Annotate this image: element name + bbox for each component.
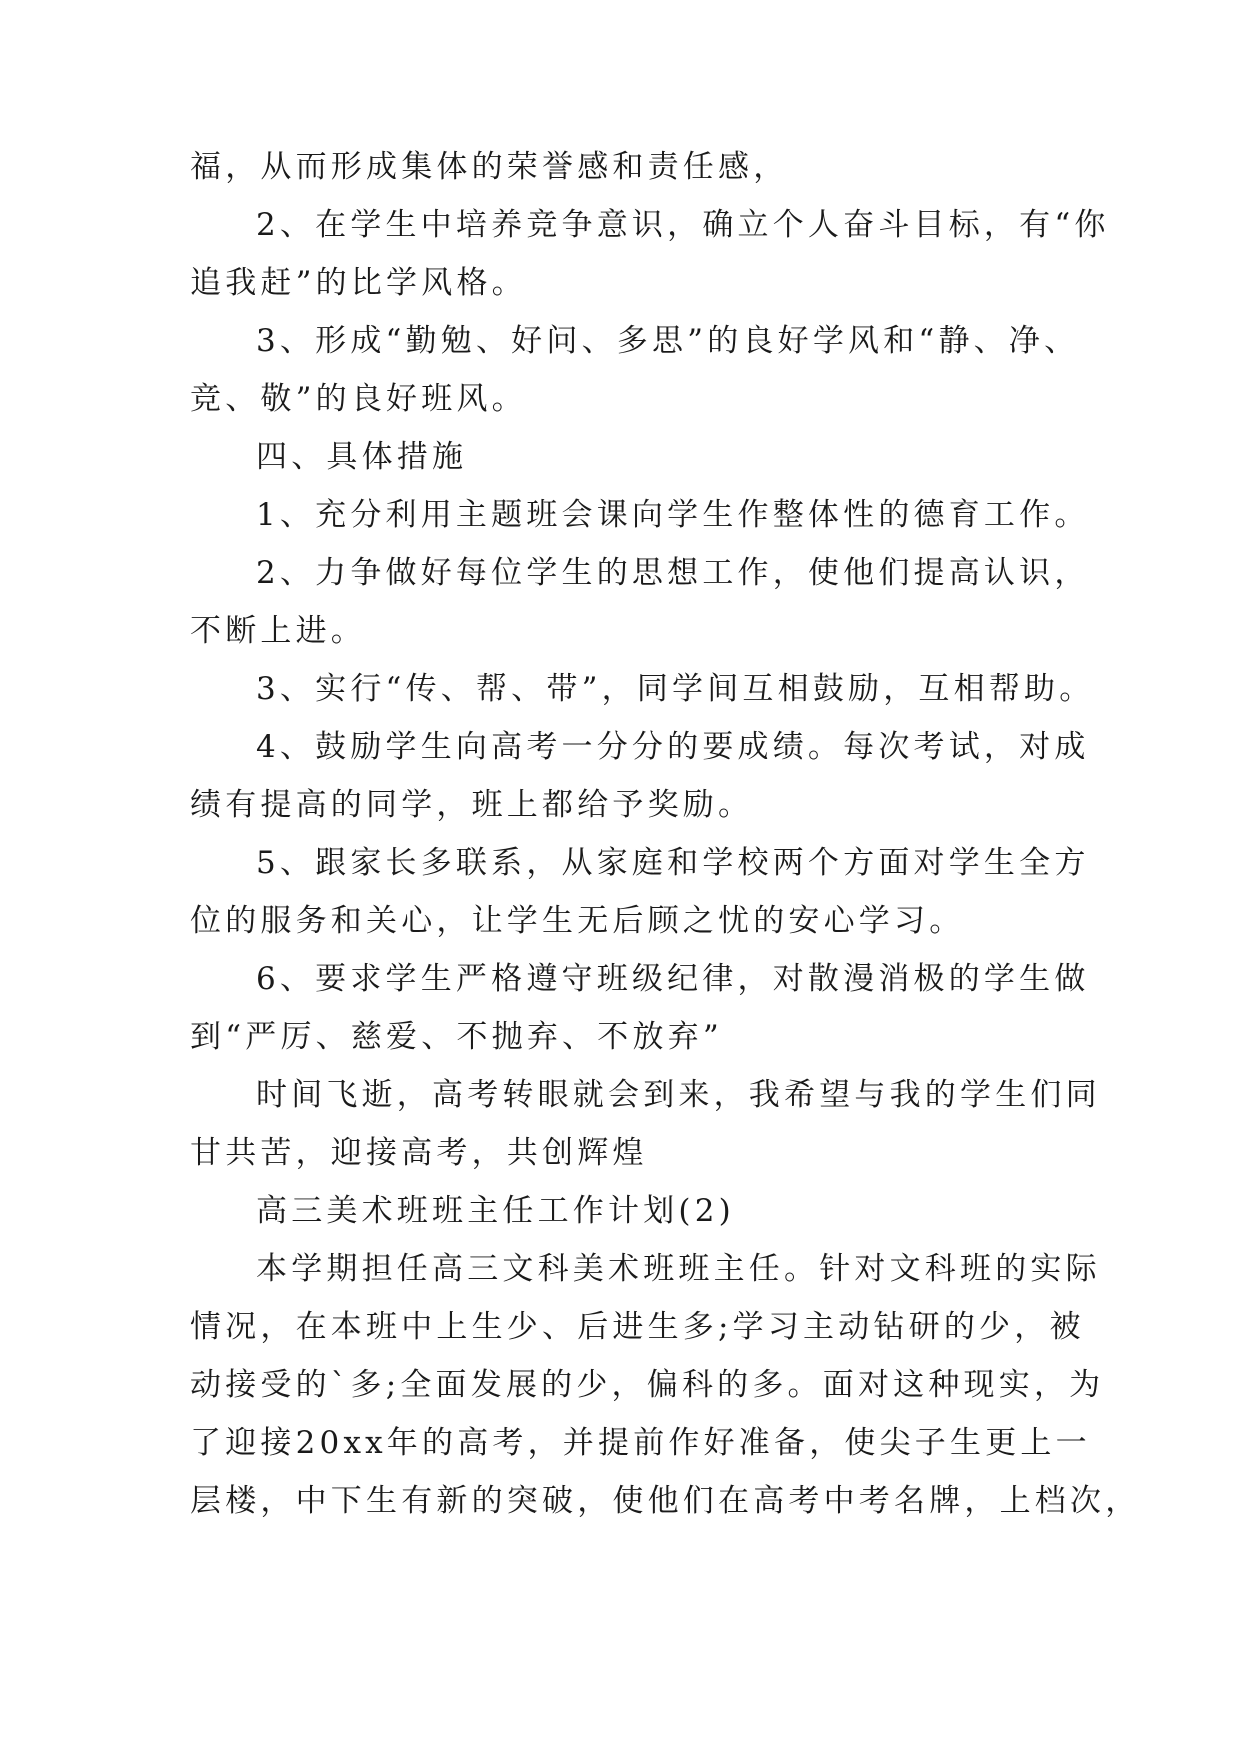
text-line: 情况，在本班中上生少、后进生多;学习主动钻研的少，被 [190, 1309, 1085, 1345]
text-line: 2、在学生中培养竞争意识，确立个人奋斗目标，有“你 [256, 207, 1110, 243]
section-heading: 四、具体措施 [256, 439, 468, 475]
text-line: 1、充分利用主题班会课向学生作整体性的德育工作。 [256, 497, 1090, 533]
text-line: 位的服务和关心，让学生无后顾之忧的安心学习。 [190, 903, 965, 939]
text-line: 动接受的`多;全面发展的少，偏科的多。面对这种现实，为 [190, 1367, 1105, 1403]
text-line: 竞、敬”的良好班风。 [190, 381, 527, 417]
text-line: 6、要求学生严格遵守班级纪律，对散漫消极的学生做 [256, 961, 1090, 997]
text-line: 到“严厉、慈爱、不抛弃、不放弃” [190, 1019, 723, 1055]
text-line: 甘共苦，迎接高考，共创辉煌 [190, 1135, 648, 1171]
text-line: 绩有提高的同学，班上都给予奖励。 [190, 787, 754, 823]
text-line: 时间飞逝，高考转眼就会到来，我希望与我的学生们同 [256, 1077, 1101, 1113]
text-line: 不断上进。 [190, 613, 366, 649]
text-line: 5、跟家长多联系，从家庭和学校两个方面对学生全方 [256, 845, 1090, 881]
text-line: 2、力争做好每位学生的思想工作，使他们提高认识， [256, 555, 1090, 591]
text-line: 层楼，中下生有新的突破，使他们在高考中考名牌，上档次， [190, 1483, 1141, 1519]
text-line: 4、鼓励学生向高考一分分的要成绩。每次考试，对成 [256, 729, 1090, 765]
text-line: 了迎接20xx年的高考，并提前作好准备，使尖子生更上一 [190, 1425, 1091, 1461]
text-line: 福，从而形成集体的荣誉感和责任感， [190, 149, 789, 185]
text-line: 追我赶”的比学风格。 [190, 265, 527, 301]
text-line: 3、形成“勤勉、好问、多思”的良好学风和“静、净、 [256, 323, 1080, 359]
section-title: 高三美术班班主任工作计划(2) [256, 1193, 735, 1229]
text-line: 3、实行“传、帮、带”，同学间互相鼓励，互相帮助。 [256, 671, 1095, 707]
text-line: 本学期担任高三文科美术班班主任。针对文科班的实际 [256, 1251, 1101, 1287]
